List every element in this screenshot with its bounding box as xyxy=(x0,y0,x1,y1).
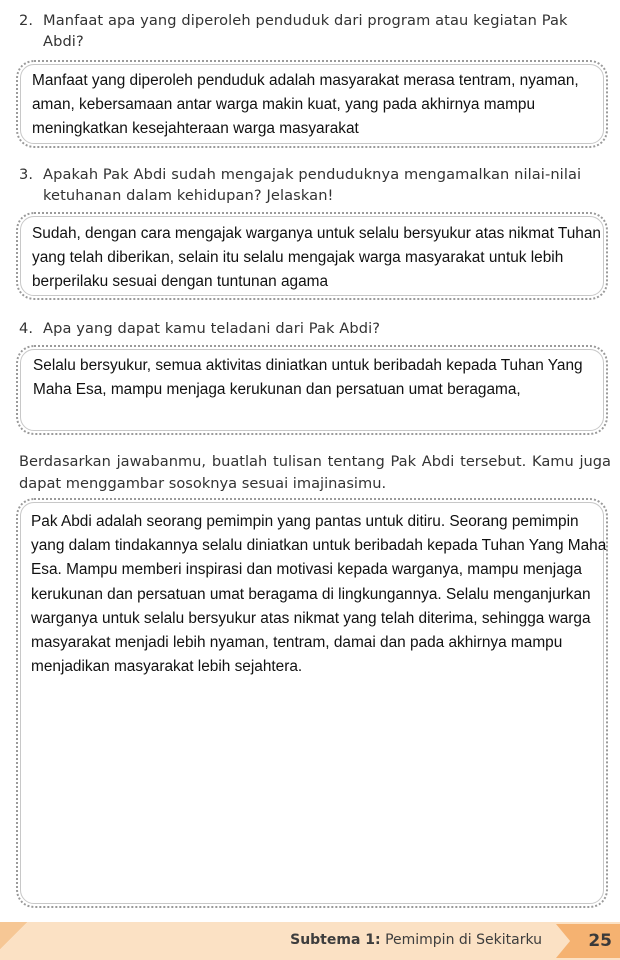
question-4 xyxy=(19,318,609,339)
page-number: 25 xyxy=(588,931,612,951)
answer-text-4: Selalu bersyukur, semua aktivitas diniatkan untuk beribadah kepada Tuhan Yang Maha Esa, mampu menjaga kerukunan dan persatuan umat beragama, xyxy=(33,357,583,399)
page-footer xyxy=(0,922,620,960)
answer-text-3: Sudah, dengan cara mengajak warganya untuk selalu bersyukur atas nikmat Tuhan yang telah diberikan, selain itu selalu mengajak warga masyarakat untuk lebih berperilaku sesuai dengan tuntunan agama xyxy=(32,225,601,291)
question-number: 4. xyxy=(19,320,34,337)
question-text: Manfaat apa yang diperoleh penduduk dari program atau kegiatan Pak xyxy=(43,12,568,29)
question-text: Apakah Pak Abdi sudah mengajak penduduknya mengamalkan nilai-nilai xyxy=(43,166,582,183)
footer-decoration xyxy=(0,922,30,960)
question-2 xyxy=(19,10,609,52)
subtheme-label: Subtema 1: xyxy=(290,932,381,948)
footer-subtheme xyxy=(290,932,542,948)
question-text-cont: ketuhanan dalam kehidupan? Jelaskan! xyxy=(43,187,334,204)
question-text: Apa yang dapat kamu teladani dari Pak Abdi? xyxy=(43,320,381,337)
question-text-cont: Abdi? xyxy=(43,33,84,50)
question-3 xyxy=(19,164,609,206)
subtheme-title: Pemimpin di Sekitarku xyxy=(385,932,542,948)
essay-text: Pak Abdi adalah seorang pemimpin yang pantas untuk ditiru. Seorang pemimpin yang dalam tindakannya selalu diniatkan untuk beribadah kepada Tuhan Yang Maha Esa. Mampu memberi inspirasi dan motivasi kepada warganya, mampu menjaga kerukunan dan persatuan umat beragama di lingkungannya. Selalu menganjurkan warganya untuk selalu bersyukur atas nikmat yang telah diterima, sehingga warga masyarakat menjadi lebih nyaman, tentram, damai dan pada akhirnya mampu menjadikan masyarakat lebih sejahtera. xyxy=(31,513,607,676)
question-number: 2. xyxy=(19,12,34,29)
question-number: 3. xyxy=(19,166,34,183)
answer-text-2: Manfaat yang diperoleh penduduk adalah masyarakat merasa tentram, nyaman, aman, kebersamaan antar warga makin kuat, yang pada akhirnya mampu meningkatkan kesejahteraan warga masyarakat xyxy=(32,72,579,138)
instruction-text: Berdasarkan jawabanmu, buatlah tulisan tentang Pak Abdi tersebut. Kamu juga dapat menggambar sosoknya sesuai imajinasimu. xyxy=(19,453,611,492)
